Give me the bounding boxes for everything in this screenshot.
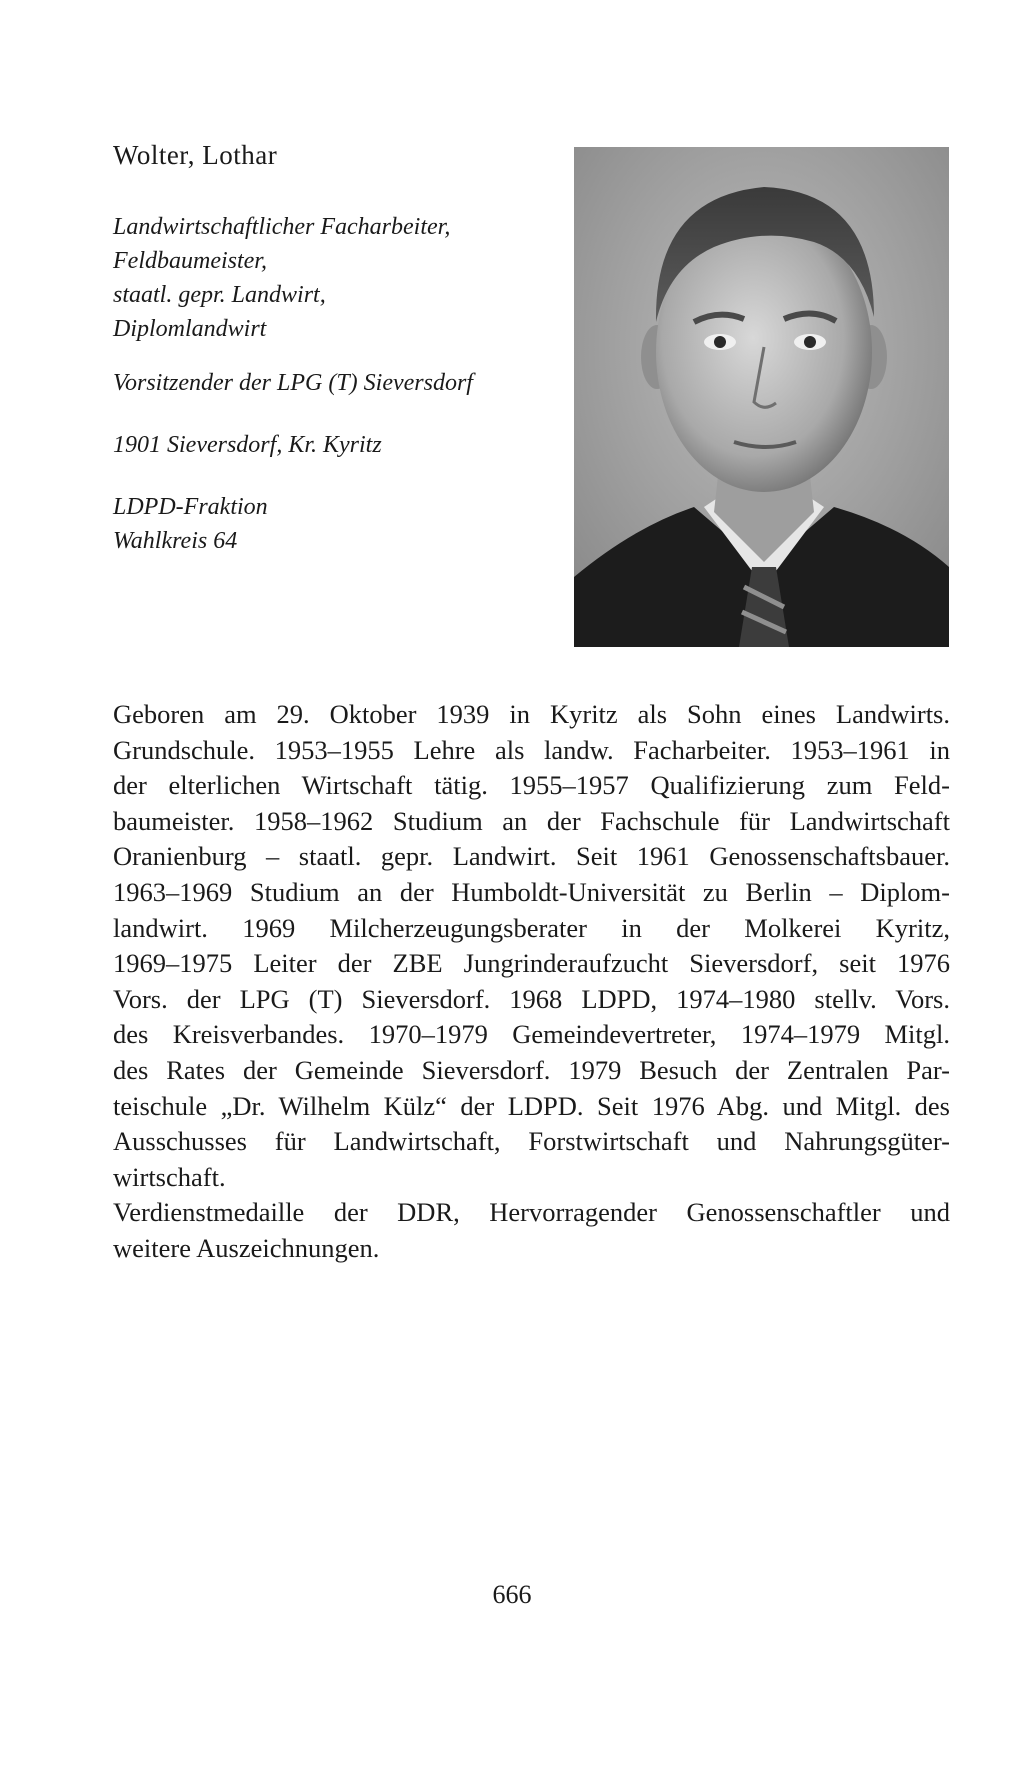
residence-block [113, 428, 382, 462]
residence-line: 1901 Sieversdorf, Kr. Kyritz [113, 432, 382, 458]
biography-line: teischule „Dr. Wilhelm Külz“ der LDPD. Seit 1976 Abg. und Mitgl. des [113, 1090, 950, 1121]
page-number: 666 [492, 1580, 532, 1609]
biography-line: Geboren am 29. Oktober 1939 in Kyritz als Sohn eines Landwirts. [113, 699, 950, 729]
biography-line: Grundschule. 1953–1955 Lehre als landw. Facharbeiter. 1953–1961 in [113, 734, 950, 765]
biography-line: 1963–1969 Studium an der Humboldt-Universität zu Berlin – Diplom- [113, 876, 950, 907]
constituency-line: Wahlkreis 64 [113, 528, 238, 554]
faction-block [113, 490, 268, 558]
biography-text [113, 697, 950, 1267]
position-line: Vorsitzender der LPG (T) Sieversdorf [113, 370, 473, 396]
biography-line: der elterlichen Wirtschaft tätig. 1955–1957 Qualifizierung zum Feld- [113, 770, 950, 801]
biography-line: Ausschusses für Landwirtschaft, Forstwirtschaft und Nahrungsgüter- [113, 1126, 950, 1157]
awards-line: weitere Auszeichnungen. [113, 1232, 380, 1263]
profession-line: Feldbaumeister, [113, 248, 267, 274]
biography-line: Vors. der LPG (T) Sieversdorf. 1968 LDPD, 1974–1980 stellv. Vors. [113, 983, 950, 1014]
biography-line: des Kreisverbandes. 1970–1979 Gemeindevertreter, 1974–1979 Mitgl. [113, 1019, 950, 1050]
biography-line: wirtschaft. [113, 1161, 226, 1192]
professions-block [113, 210, 450, 346]
biography-line: des Rates der Gemeinde Sieversdorf. 1979 Besuch der Zentralen Par- [113, 1054, 950, 1085]
profession-line: staatl. gepr. Landwirt, [113, 282, 326, 308]
portrait-photo [574, 147, 949, 647]
profession-line: Landwirtschaftlicher Facharbeiter, [113, 214, 451, 240]
faction-line: LDPD-Fraktion [113, 494, 268, 520]
biography-line: Oranienburg – staatl. gepr. Landwirt. Seit 1961 Genossenschaftsbauer. [113, 841, 950, 872]
awards-line: Verdienstmedaille der DDR, Hervorragender Genossenschaftler und [113, 1197, 950, 1228]
biography-line: 1969–1975 Leiter der ZBE Jungrinderaufzucht Sieversdorf, seit 1976 [113, 948, 950, 979]
portrait-image [574, 147, 949, 647]
biography-line: landwirt. 1969 Milcherzeugungsberater in der Molkerei Kyritz, [113, 912, 950, 943]
biography-line: baumeister. 1958–1962 Studium an der Fachschule für Landwirtschaft [113, 805, 950, 836]
entry-name: Wolter, Lothar [113, 140, 278, 170]
profession-line: Diplomlandwirt [113, 316, 267, 342]
position-block [113, 366, 473, 400]
